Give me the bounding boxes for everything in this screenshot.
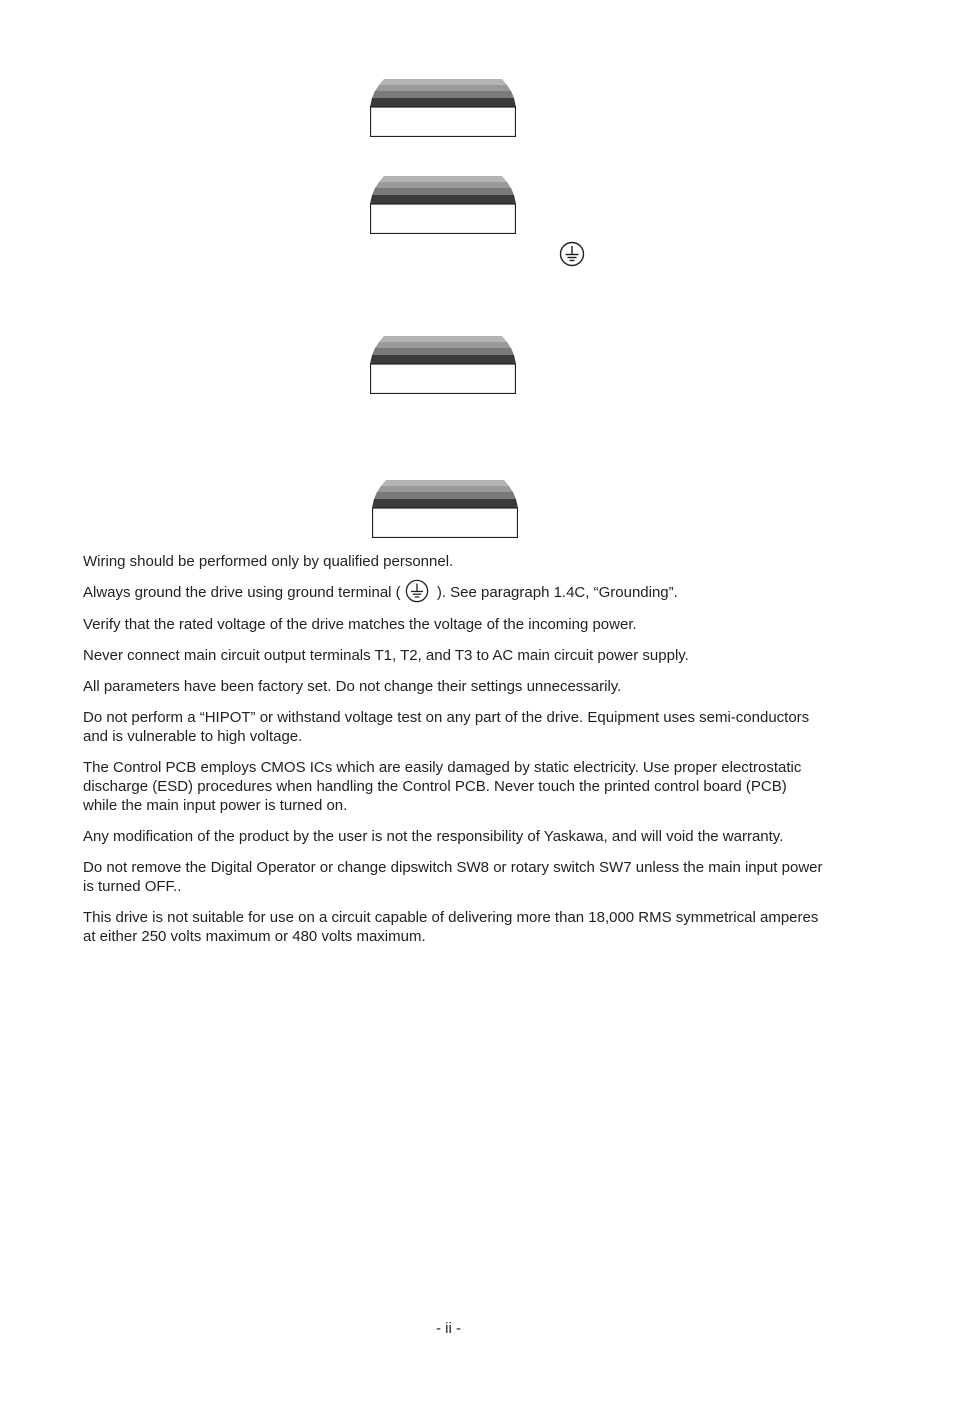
ground-terminal-icon (405, 579, 429, 603)
paragraph: Do not perform a “HIPOT” or withstand voltage test on any part of the drive. Equipment uses semi-conductors and is vulnerable to high voltage. (83, 709, 810, 746)
warning-banner-icon (372, 480, 518, 538)
paragraph: Never connect main circuit output terminals T1, T2, and T3 to AC main circuit power supply. (83, 647, 689, 665)
warning-banner-icon (370, 336, 516, 394)
grounding-text-after: ). See paragraph 1.4C, “Grounding”. (432, 584, 678, 601)
page-number: - ii - (436, 1320, 461, 1337)
paragraph: Wiring should be performed only by qualified personnel. (83, 553, 454, 570)
paragraph: Verify that the rated voltage of the drive matches the voltage of the incoming power. (83, 616, 637, 634)
warning-banner-icon (370, 79, 516, 137)
paragraph: Any modification of the product by the user is not the responsibility of Yaskawa, and will void the warranty. (83, 828, 784, 846)
warning-banner-icon (370, 176, 516, 234)
paragraph: The Control PCB employs CMOS ICs which are easily damaged by static electricity. Use proper electrostatic discharge (ESD) procedures when handling the Control PCB. Never touch the printed control board (PCB) while the main input power is turned on. (83, 759, 802, 815)
grounding-paragraph (83, 583, 823, 603)
paragraph: This drive is not suitable for use on a circuit capable of delivering more than 18,000 RMS symmetrical amperes at either 250 volts maximum or 480 volts maximum. (83, 909, 819, 946)
paragraph: All parameters have been factory set. Do not change their settings unnecessarily. (83, 678, 622, 696)
paragraph: Do not remove the Digital Operator or change dipswitch SW8 or rotary switch SW7 unless the main input power is turned OFF.. (83, 859, 823, 896)
ground-terminal-icon (559, 241, 585, 267)
grounding-text-before: Always ground the drive using ground terminal ( (83, 584, 401, 601)
warning-list (83, 552, 823, 958)
